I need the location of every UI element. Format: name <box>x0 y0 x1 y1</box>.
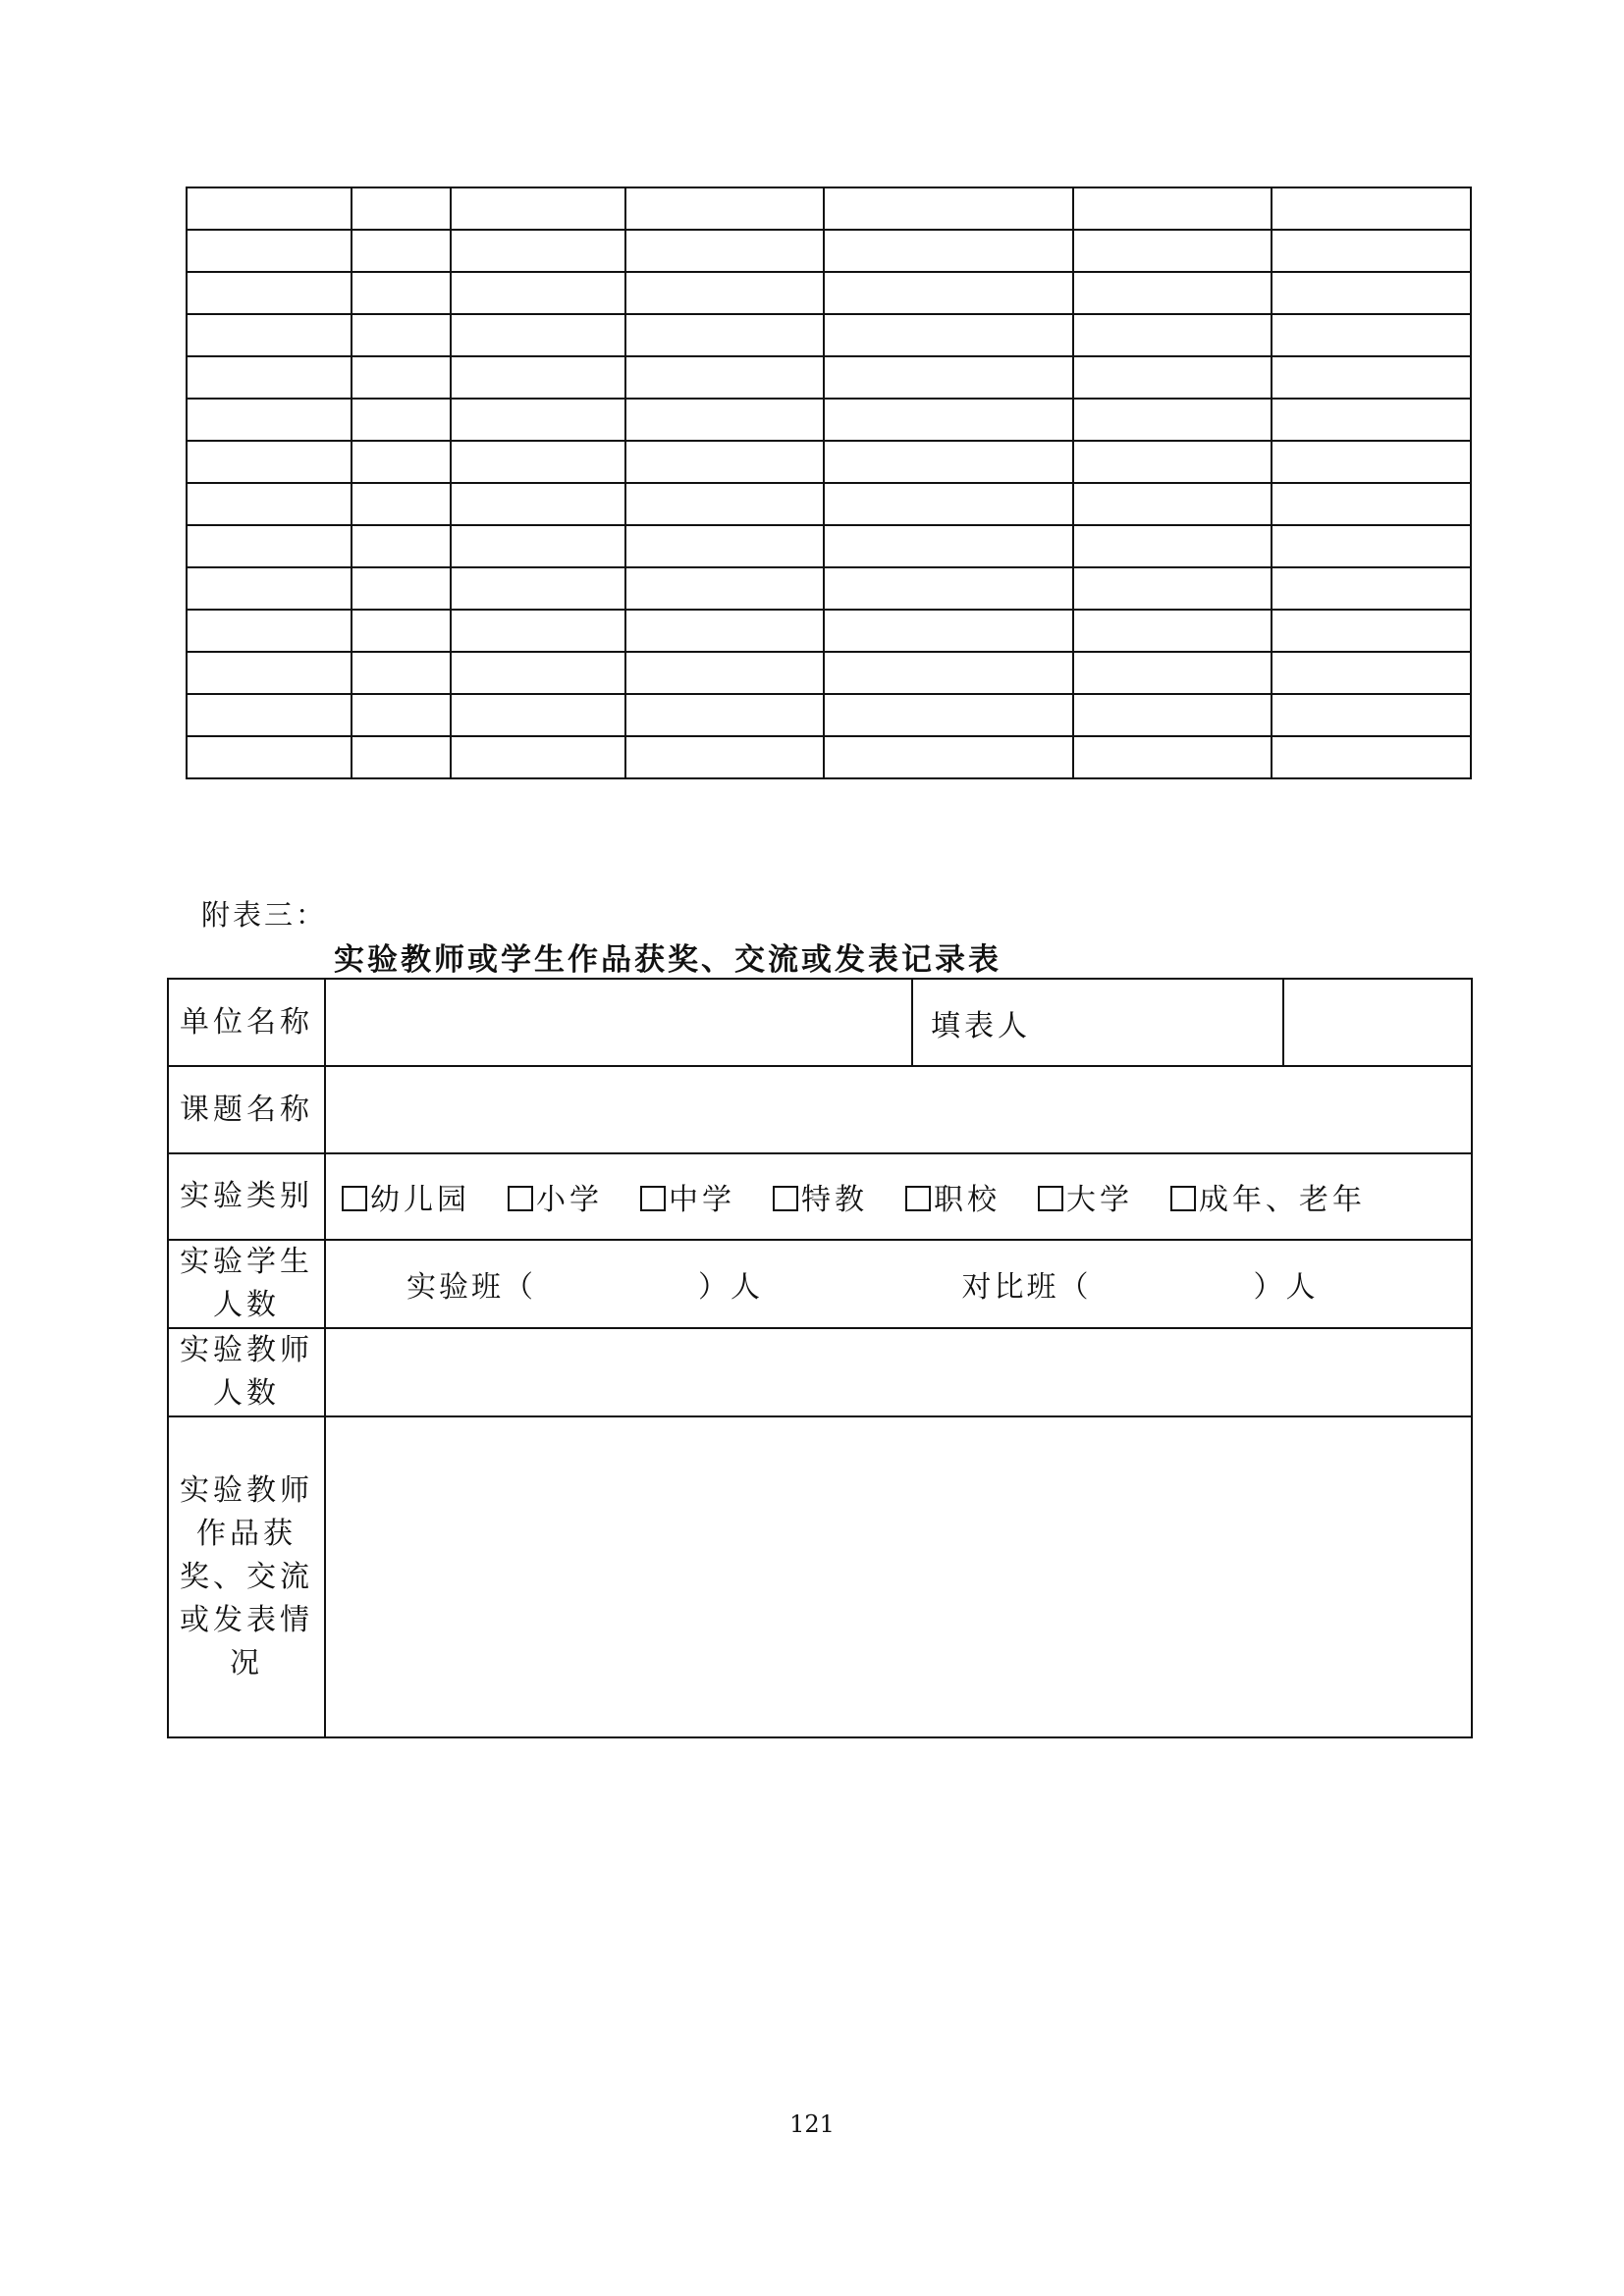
category-option[interactable] <box>508 1175 603 1218</box>
table-row <box>187 356 1471 399</box>
table-cell[interactable] <box>824 441 1073 483</box>
table-cell[interactable] <box>1272 187 1471 230</box>
student-count-label: 实验学生人数 <box>168 1240 325 1328</box>
annex-label: 附表三： <box>201 898 328 932</box>
table-cell[interactable] <box>824 736 1073 778</box>
project-name-label: 课题名称 <box>168 1066 325 1153</box>
table-cell[interactable] <box>451 694 625 736</box>
table-row <box>187 652 1471 694</box>
table-cell[interactable] <box>187 187 352 230</box>
category-option[interactable] <box>1038 1175 1133 1218</box>
table-cell[interactable] <box>824 567 1073 610</box>
table-cell[interactable] <box>824 356 1073 399</box>
table-cell[interactable] <box>625 652 824 694</box>
table-row <box>187 272 1471 314</box>
table-cell[interactable] <box>824 272 1073 314</box>
table-cell[interactable] <box>1073 652 1272 694</box>
awards-field[interactable] <box>325 1416 1472 1737</box>
table-cell[interactable] <box>451 483 625 525</box>
table-cell[interactable] <box>352 567 451 610</box>
table-cell[interactable] <box>1073 736 1272 778</box>
table-row <box>187 187 1471 230</box>
table-cell[interactable] <box>1272 736 1471 778</box>
award-record-form <box>167 978 1473 1738</box>
table-cell[interactable] <box>1073 272 1272 314</box>
category-option[interactable] <box>1170 1175 1366 1218</box>
table-cell[interactable] <box>187 567 352 610</box>
table-cell[interactable] <box>352 272 451 314</box>
table-cell[interactable] <box>1272 525 1471 567</box>
table-cell[interactable] <box>1272 610 1471 652</box>
checkbox[interactable] <box>905 1186 931 1211</box>
table-cell[interactable] <box>625 230 824 272</box>
filler-field[interactable] <box>1283 979 1472 1066</box>
table-cell[interactable] <box>1073 525 1272 567</box>
table-cell[interactable] <box>824 399 1073 441</box>
table-cell[interactable] <box>1272 441 1471 483</box>
table-cell[interactable] <box>352 525 451 567</box>
table-cell[interactable] <box>451 610 625 652</box>
category-option[interactable] <box>905 1175 1001 1218</box>
table-cell[interactable] <box>824 483 1073 525</box>
table-cell[interactable] <box>451 736 625 778</box>
table-cell[interactable] <box>1073 356 1272 399</box>
table-cell[interactable] <box>1272 272 1471 314</box>
table-row <box>187 314 1471 356</box>
category-option[interactable] <box>342 1175 470 1218</box>
category-label: 成年、老年 <box>1199 1183 1366 1217</box>
table-cell[interactable] <box>1073 399 1272 441</box>
table-cell[interactable] <box>625 610 824 652</box>
awards-label: 实验教师作品获奖、交流或发表情况 <box>168 1416 325 1737</box>
table-cell[interactable] <box>187 441 352 483</box>
table-cell[interactable] <box>352 736 451 778</box>
experiment-category-label: 实验类别 <box>168 1153 325 1240</box>
category-label: 大学 <box>1066 1183 1133 1217</box>
table-cell[interactable] <box>1272 567 1471 610</box>
checkbox[interactable] <box>640 1186 666 1211</box>
teacher-count-label: 实验教师人数 <box>168 1328 325 1416</box>
table-row <box>187 567 1471 610</box>
table-cell[interactable] <box>625 356 824 399</box>
table-cell[interactable] <box>187 399 352 441</box>
table-cell[interactable] <box>1272 652 1471 694</box>
table-row <box>187 483 1471 525</box>
table-cell[interactable] <box>352 441 451 483</box>
table-row <box>187 399 1471 441</box>
table-cell[interactable] <box>625 187 824 230</box>
table-cell[interactable] <box>187 525 352 567</box>
table-cell[interactable] <box>451 525 625 567</box>
table-cell[interactable] <box>1073 694 1272 736</box>
category-label: 职校 <box>934 1183 1001 1217</box>
table-cell[interactable] <box>187 356 352 399</box>
table-cell[interactable] <box>625 272 824 314</box>
table-cell[interactable] <box>625 483 824 525</box>
table-cell[interactable] <box>451 652 625 694</box>
table-cell[interactable] <box>187 694 352 736</box>
table-cell[interactable] <box>352 694 451 736</box>
checkbox[interactable] <box>342 1186 367 1211</box>
table-cell[interactable] <box>187 483 352 525</box>
table-cell[interactable] <box>1073 567 1272 610</box>
experiment-class-count[interactable]: 实验班（ ）人 <box>406 1270 763 1305</box>
filler-label: 填表人 <box>912 979 1283 1066</box>
table-cell[interactable] <box>187 652 352 694</box>
teacher-count-field[interactable] <box>325 1328 1472 1416</box>
table-cell[interactable] <box>451 441 625 483</box>
table-row <box>187 610 1471 652</box>
table-cell[interactable] <box>824 694 1073 736</box>
table-cell[interactable] <box>451 314 625 356</box>
table-cell[interactable] <box>187 230 352 272</box>
table-cell[interactable] <box>625 694 824 736</box>
table-cell[interactable] <box>824 187 1073 230</box>
table-cell[interactable] <box>625 736 824 778</box>
table-row <box>187 441 1471 483</box>
table-cell[interactable] <box>1073 314 1272 356</box>
table-cell[interactable] <box>352 652 451 694</box>
table-cell[interactable] <box>625 314 824 356</box>
category-label: 幼儿园 <box>370 1183 470 1217</box>
table-cell[interactable] <box>824 230 1073 272</box>
table-cell[interactable] <box>1272 356 1471 399</box>
table-cell[interactable] <box>451 272 625 314</box>
table-row <box>187 230 1471 272</box>
checkbox[interactable] <box>508 1186 533 1211</box>
table-row <box>187 694 1471 736</box>
table-cell[interactable] <box>451 567 625 610</box>
table-cell[interactable] <box>1073 441 1272 483</box>
table-row <box>187 525 1471 567</box>
table-cell[interactable] <box>1272 230 1471 272</box>
table-row <box>187 736 1471 778</box>
table-cell[interactable] <box>187 736 352 778</box>
category-option[interactable] <box>773 1175 868 1218</box>
project-name-field[interactable] <box>325 1066 1472 1153</box>
table-cell[interactable] <box>1073 187 1272 230</box>
table-cell[interactable] <box>187 610 352 652</box>
category-label: 中学 <box>669 1183 735 1217</box>
category-label: 特教 <box>801 1183 868 1217</box>
table-cell[interactable] <box>352 356 451 399</box>
table-cell[interactable] <box>625 399 824 441</box>
table-cell[interactable] <box>352 230 451 272</box>
category-options <box>325 1153 1472 1240</box>
table-cell[interactable] <box>451 230 625 272</box>
table-cell[interactable] <box>824 610 1073 652</box>
checkbox[interactable] <box>1038 1186 1063 1211</box>
table-cell[interactable] <box>1272 483 1471 525</box>
table-cell[interactable] <box>1272 399 1471 441</box>
table-cell[interactable] <box>824 652 1073 694</box>
blank-record-table <box>186 187 1472 779</box>
table-cell[interactable] <box>824 525 1073 567</box>
page-number: 121 <box>789 2110 835 2138</box>
category-option[interactable] <box>640 1175 735 1218</box>
table-cell[interactable] <box>352 483 451 525</box>
table-cell[interactable] <box>1073 483 1272 525</box>
checkbox[interactable] <box>1170 1186 1196 1211</box>
table-cell[interactable] <box>187 272 352 314</box>
table-cell[interactable] <box>352 610 451 652</box>
table-cell[interactable] <box>1272 694 1471 736</box>
table-cell[interactable] <box>187 314 352 356</box>
table-cell[interactable] <box>451 356 625 399</box>
table-cell[interactable] <box>352 314 451 356</box>
table-cell[interactable] <box>625 525 824 567</box>
table-cell[interactable] <box>1073 610 1272 652</box>
table-cell[interactable] <box>625 567 824 610</box>
table-cell[interactable] <box>451 399 625 441</box>
table-cell[interactable] <box>1073 230 1272 272</box>
student-count-field[interactable] <box>325 1240 1472 1328</box>
category-label: 小学 <box>536 1183 603 1217</box>
unit-name-label: 单位名称 <box>168 979 325 1066</box>
table-cell[interactable] <box>625 441 824 483</box>
checkbox[interactable] <box>773 1186 798 1211</box>
table-cell[interactable] <box>1272 314 1471 356</box>
unit-name-field[interactable] <box>325 979 912 1066</box>
form-title: 实验教师或学生作品获奖、交流或发表记录表 <box>334 942 1001 978</box>
table-cell[interactable] <box>451 187 625 230</box>
table-cell[interactable] <box>352 399 451 441</box>
table-cell[interactable] <box>352 187 451 230</box>
table-cell[interactable] <box>824 314 1073 356</box>
control-class-count[interactable]: 对比班（ ）人 <box>961 1270 1319 1305</box>
